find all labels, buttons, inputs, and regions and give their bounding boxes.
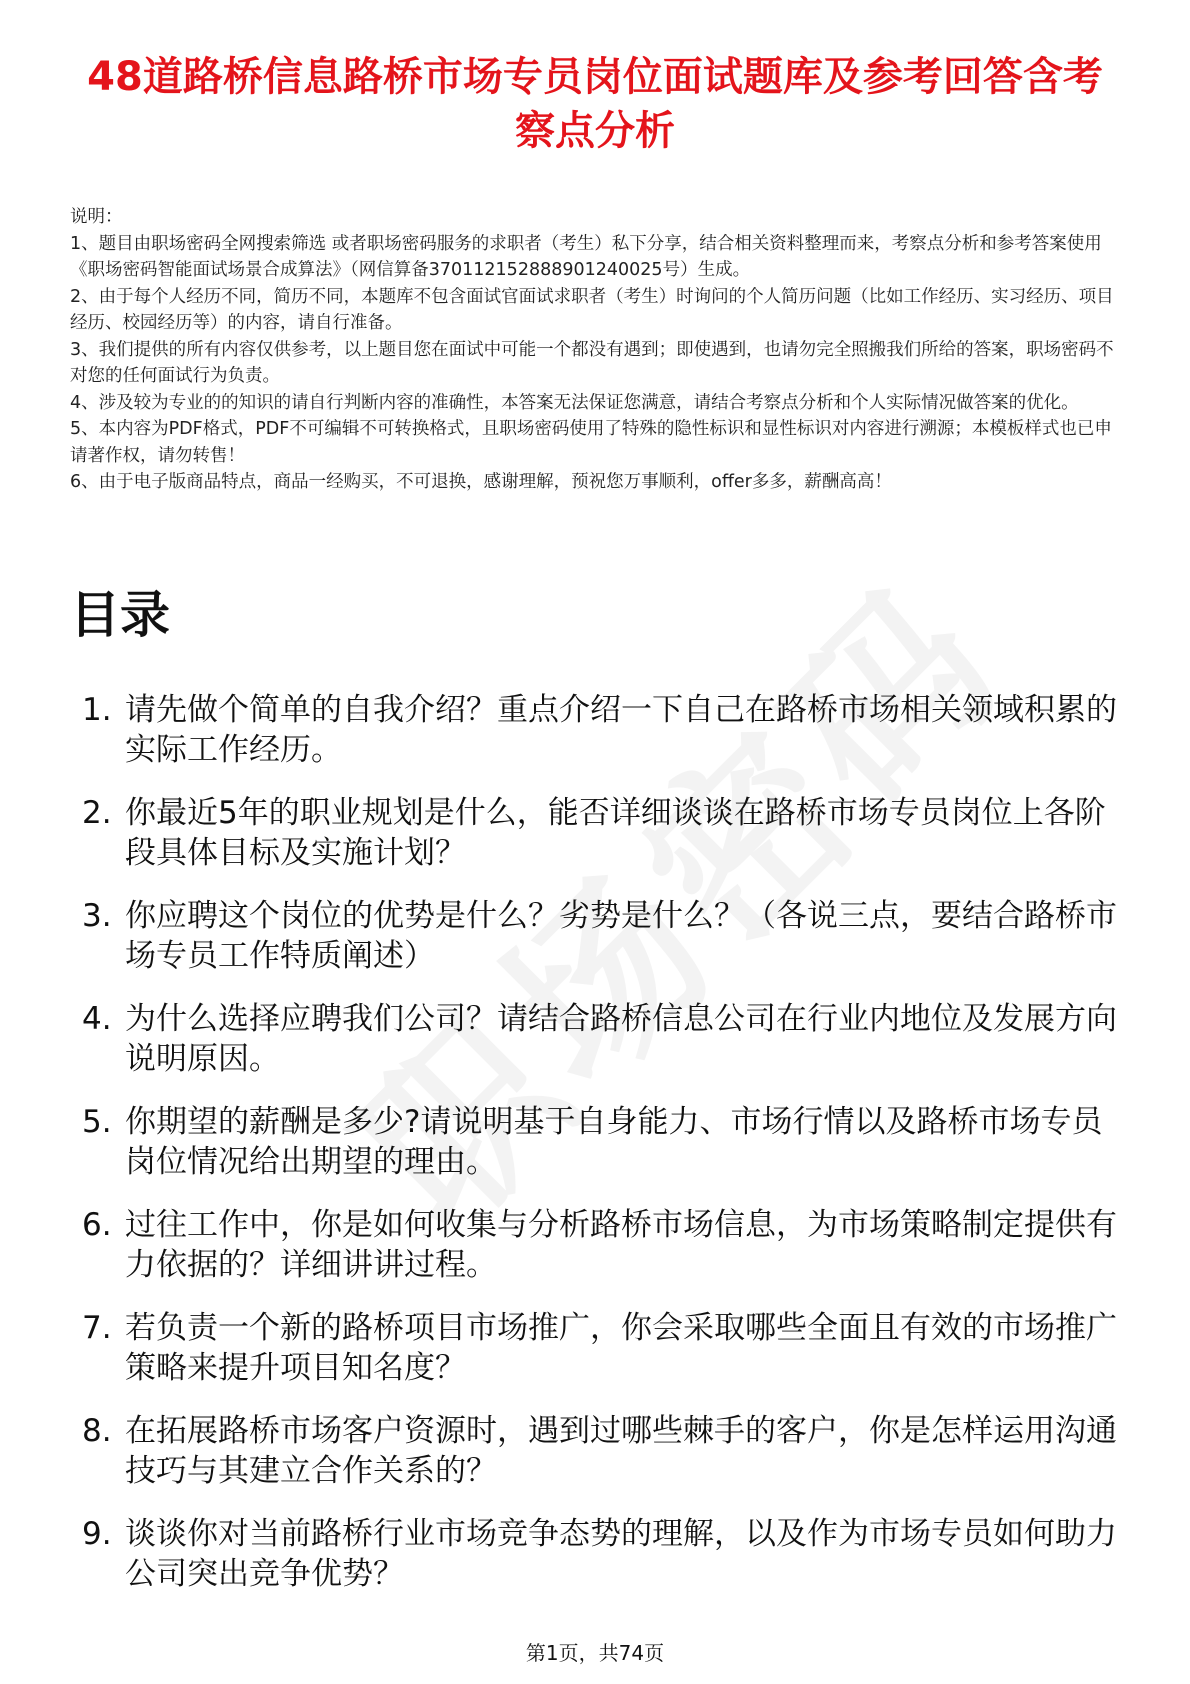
- question-item[interactable]: [70, 1514, 1130, 1594]
- page-title: 48道路桥信息路桥市场专员岗位面试题库及参考回答含考察点分析: [87, 54, 1103, 154]
- question-text: 你最近5年的职业规划是什么，能否详细谈谈在路桥市场专员岗位上各阶段具体目标及实施计划？: [125, 795, 1106, 871]
- notes-heading: 说明：: [70, 207, 123, 227]
- question-text: 请先做个简单的自我介绍？重点介绍一下自己在路桥市场相关领域积累的实际工作经历。: [125, 692, 1117, 768]
- question-number: 3.: [82, 898, 112, 934]
- question-item[interactable]: [70, 896, 1130, 976]
- question-text: 你应聘这个岗位的优势是什么？劣势是什么？（各说三点，要结合路桥市场专员工作特质阐述）: [125, 898, 1117, 974]
- question-item[interactable]: [70, 1205, 1130, 1285]
- note-item: 1、题目由职场密码全网搜索筛选 或者职场密码服务的求职者（考生）私下分享，结合相关资料整理而来，考察点分析和参考答案使用《职场密码智能面试场景合成算法》（网信算备370112152888901240025号）生成。: [70, 233, 1102, 280]
- question-text: 谈谈你对当前路桥行业市场竞争态势的理解，以及作为市场专员如何助力公司突出竞争优势？: [125, 1516, 1117, 1592]
- question-number: 1.: [82, 692, 112, 728]
- toc-heading: 目录: [70, 586, 170, 644]
- question-item[interactable]: [70, 690, 1130, 770]
- question-text: 你期望的薪酬是多少?请说明基于自身能力、市场行情以及路桥市场专员岗位情况给出期望的理由。: [125, 1104, 1103, 1180]
- question-number: 4.: [82, 1001, 112, 1037]
- question-list: [70, 690, 1130, 1617]
- question-text: 在拓展路桥市场客户资源时，遇到过哪些棘手的客户，你是怎样运用沟通技巧与其建立合作关系的？: [125, 1413, 1117, 1489]
- question-number: 5.: [82, 1104, 112, 1140]
- question-text: 为什么选择应聘我们公司？请结合路桥信息公司在行业内地位及发展方向说明原因。: [125, 1001, 1117, 1077]
- question-text: 若负责一个新的路桥项目市场推广，你会采取哪些全面且有效的市场推广策略来提升项目知名度？: [125, 1310, 1117, 1386]
- note-item: 4、涉及较为专业的的知识的请自行判断内容的准确性，本答案无法保证您满意，请结合考察点分析和个人实际情况做答案的优化。: [70, 392, 1079, 413]
- note-item: 3、我们提供的所有内容仅供参考，以上题目您在面试中可能一个都没有遇到；即使遇到，也请勿完全照搬我们所给的答案，职场密码不对您的任何面试行为负责。: [70, 339, 1114, 386]
- question-number: 8.: [82, 1413, 112, 1449]
- question-item[interactable]: [70, 1411, 1130, 1491]
- question-item[interactable]: [70, 1102, 1130, 1182]
- note-item: 2、由于每个人经历不同，简历不同，本题库不包含面试官面试求职者（考生）时询问的个人简历问题（比如工作经历、实习经历、项目经历、校园经历等）的内容，请自行准备。: [70, 286, 1114, 333]
- question-number: 2.: [82, 795, 112, 831]
- question-number: 6.: [82, 1207, 112, 1243]
- question-number: 7.: [82, 1310, 112, 1346]
- question-item[interactable]: [70, 1308, 1130, 1388]
- question-text: 过往工作中，你是如何收集与分析路桥市场信息，为市场策略制定提供有力依据的？详细讲讲过程。: [125, 1207, 1117, 1283]
- question-item[interactable]: [70, 793, 1130, 873]
- note-item: 5、本内容为PDF格式，PDF不可编辑不可转换格式，且职场密码使用了特殊的隐性标识和显性标识对内容进行溯源；本模板样式也已申请著作权，请勿转售！: [70, 419, 1112, 466]
- note-item: 6、由于电子版商品特点，商品一经购买，不可退换，感谢理解，预祝您万事顺利，offer多多，薪酬高高！: [70, 472, 892, 492]
- page-footer: 第1页，共74页: [525, 1641, 665, 1665]
- question-number: 9.: [82, 1516, 112, 1552]
- question-item[interactable]: [70, 999, 1130, 1079]
- notes-section: [70, 204, 1120, 496]
